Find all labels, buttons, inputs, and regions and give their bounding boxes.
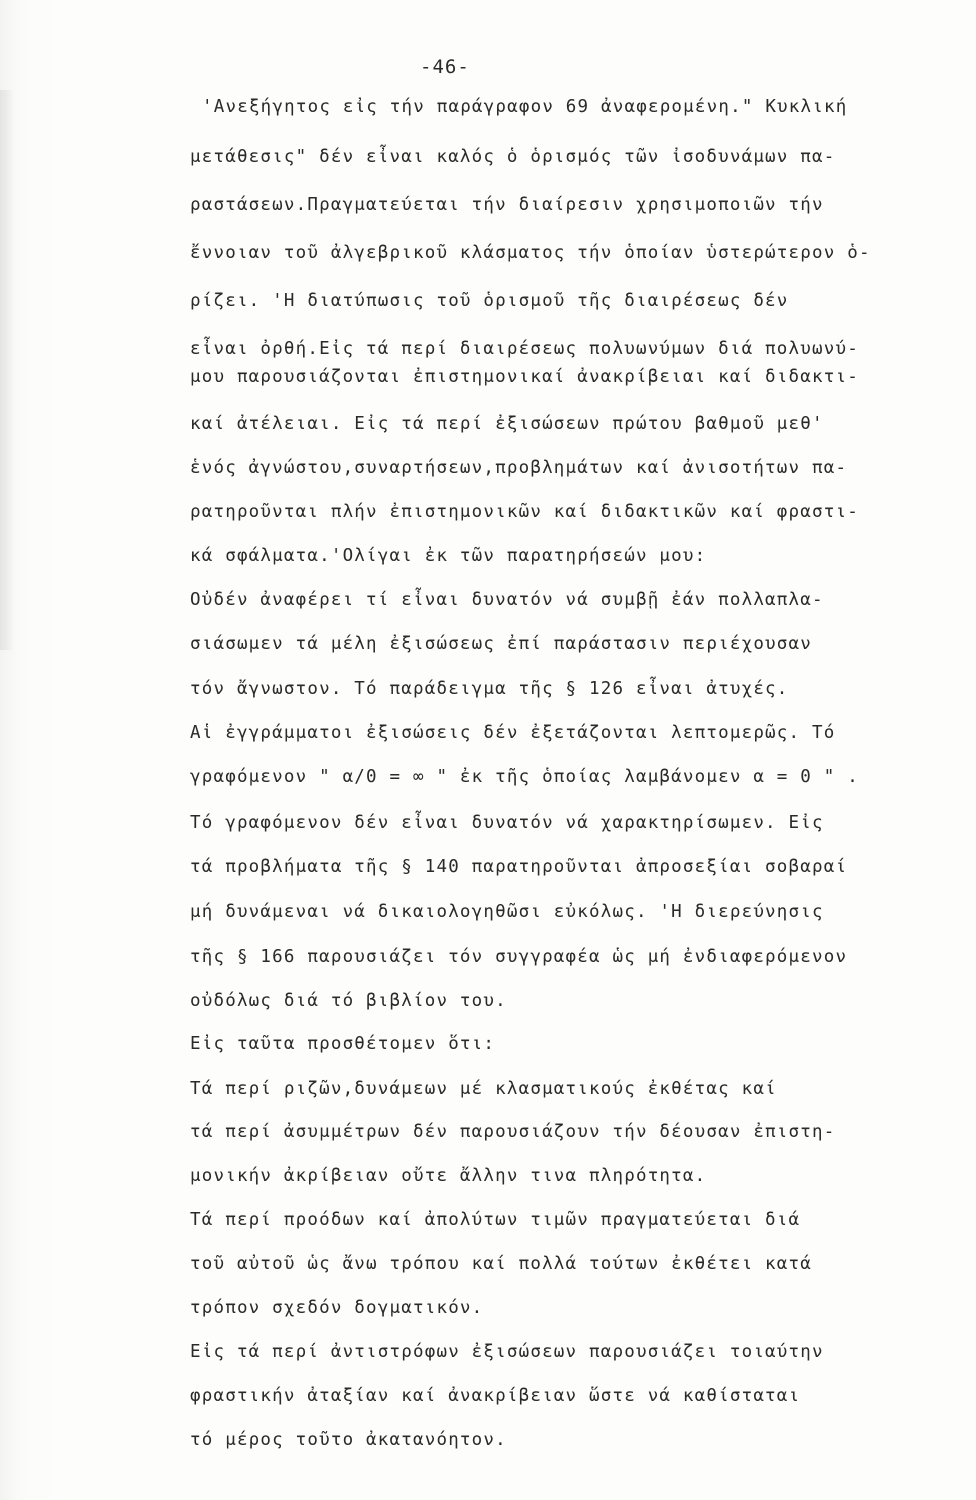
- text-line: τό μέρος τοῦτο ἀκατανόητον.: [190, 1430, 507, 1450]
- text-line: ἑνός ἀγνώστου,συναρτήσεων,προβλημάτων καί ἀνισοτήτων πα-: [190, 458, 848, 478]
- text-line: τῆς § 166 παρουσιάζει τόν συγγραφέα ὡς μή ἐνδιαφερόμενον: [190, 947, 848, 967]
- text-line: Τά περί προόδων καί ἀπολύτων τιμῶν πραγματεύεται διά: [190, 1210, 801, 1230]
- text-line: κά σφάλματα.'Ολίγαι ἐκ τῶν παρατηρήσεών μου:: [190, 546, 707, 566]
- page-number: -46-: [420, 56, 470, 78]
- text-line: Εἰς ταῦτα προσθέτομεν ὅτι:: [190, 1034, 496, 1054]
- text-line: μή δυνάμεναι νά δικαιολογηθῶσι εὐκόλως. 'Η διερεύνησις: [190, 902, 824, 922]
- text-line: σιάσωμεν τά μέλη ἐξισώσεως ἐπί παράστασιν περιέχουσαν: [190, 634, 813, 654]
- text-line: τά περί ἀσυμμέτρων δέν παρουσιάζουν τήν δέουσαν ἐπιστη-: [190, 1122, 836, 1142]
- text-line: Τά περί ριζῶν,δυνάμεων μέ κλασματικούς ἐκθέτας καί: [190, 1079, 777, 1099]
- text-line: μονικήν ἀκρίβειαν οὔτε ἄλλην τινα πληρότητα.: [190, 1166, 707, 1186]
- text-line: τρόπον σχεδόν δογματικόν.: [190, 1298, 484, 1318]
- text-line: τοῦ αὐτοῦ ὡς ἄνω τρόπου καί πολλά τούτων ἐκθέτει κατά: [190, 1254, 813, 1274]
- text-line: ρίζει. 'Η διατύπωσις τοῦ ὁρισμοῦ τῆς διαιρέσεως δέν: [190, 291, 789, 311]
- text-line: φραστικήν ἀταξίαν καί ἀνακρίβειαν ὥστε νά καθίσταται: [190, 1386, 801, 1406]
- text-line: 'Ανεξήγητος εἰς τήν παράγραφον 69 ἀναφερομένη." Κυκλική: [202, 97, 848, 117]
- text-line: οὐδόλως διά τό βιβλίον του.: [190, 991, 507, 1011]
- text-line: καί ἀτέλειαι. Εἰς τά περί ἐξισώσεων πρώτου βαθμοῦ μεθ': [190, 414, 824, 434]
- text-line: μετάθεσις" δέν εἶναι καλός ὁ ὁρισμός τῶν ἰσοδυνάμων πα-: [190, 147, 836, 167]
- text-line: ἔννοιαν τοῦ ἀλγεβρικοῦ κλάσματος τήν ὁποίαν ὑστερώτερον ὁ-: [190, 243, 871, 263]
- text-line: Εἰς τά περί ἀντιστρόφων ἐξισώσεων παρουσιάζει τοιαύτην: [190, 1342, 824, 1362]
- text-line: ρατηροῦνται πλήν ἐπιστημονικῶν καί διδακτικῶν καί φραστι-: [190, 502, 859, 522]
- binding-shadow: [0, 90, 14, 650]
- text-line: Τό γραφόμενον δέν εἶναι δυνατόν νά χαρακτηρίσωμεν. Εἰς: [190, 813, 824, 833]
- text-line: μου παρουσιάζονται ἐπιστημονικαί ἀνακρίβειαι καί διδακτι-: [190, 367, 859, 387]
- text-line: τόν ἄγνωστον. Τό παράδειγμα τῆς § 126 εἶναι ἀτυχές.: [190, 679, 789, 699]
- text-line: Οὐδέν ἀναφέρει τί εἶναι δυνατόν νά συμβῇ ἐάν πολλαπλα-: [190, 590, 824, 610]
- text-line: ραστάσεων.Πραγματεύεται τήν διαίρεσιν χρησιμοποιῶν τήν: [190, 195, 824, 215]
- text-line: γραφόμενον " α/0 = ∞ " ἐκ τῆς ὁποίας λαμβάνομεν α = 0 " .: [190, 767, 859, 787]
- text-line: Αἱ ἐγγράμματοι ἐξισώσεις δέν ἐξετάζονται λεπτομερῶς. Τό: [190, 723, 836, 743]
- text-line: τά προβλήματα τῆς § 140 παρατηροῦνται ἀπροσεξίαι σοβαραί: [190, 857, 848, 877]
- text-line: εἶναι ὀρθή.Εἰς τά περί διαιρέσεως πολυωνύμων διά πολυωνύ-: [190, 339, 859, 359]
